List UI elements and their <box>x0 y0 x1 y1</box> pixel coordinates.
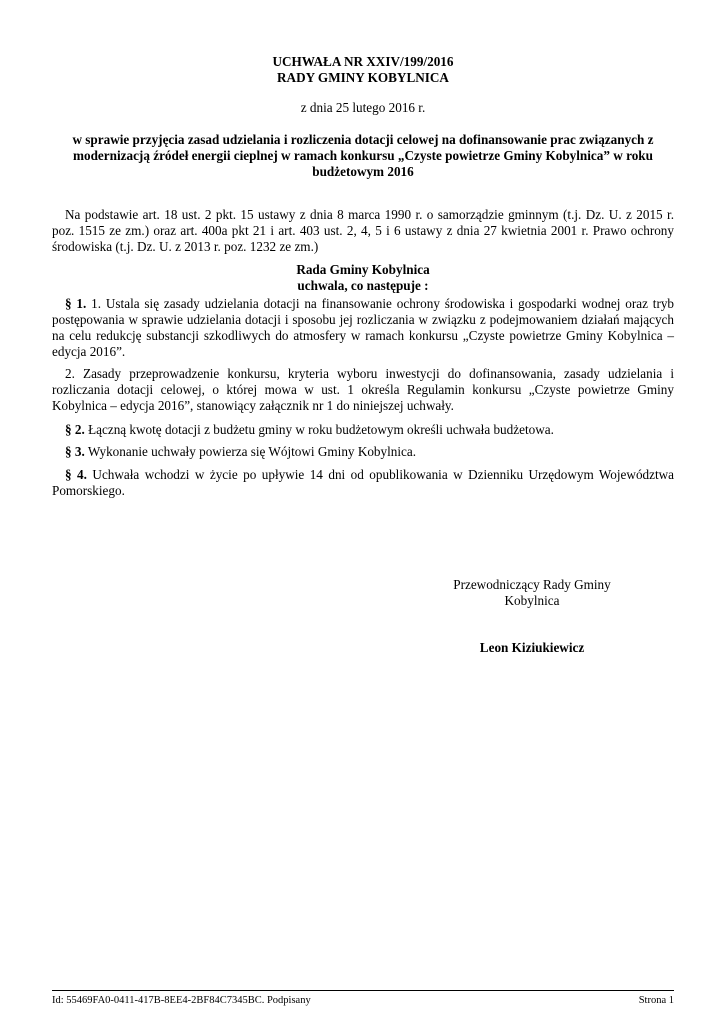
council-name: Rada Gminy Kobylnica <box>296 262 430 277</box>
paragraph-2 <box>52 422 674 438</box>
signature-role <box>412 577 652 609</box>
title-line-1: UCHWAŁA NR XXIV/199/2016 <box>272 54 454 69</box>
legal-basis: Na podstawie art. 18 ust. 2 pkt. 15 ustawy z dnia 8 marca 1990 r. o samorządzie gminnym (t.j. Dz. U. z 2015 r. poz. 1515 ze zm.) oraz art. 400a pkt 21 i art. 403 ust. 2, 4, 5 i 6 ustawy z dnia 27 kwietnia 2001 r. Prawo ochrony środowiska (t.j. Dz. U. z 2013 r. poz. 1232 ze zm.) <box>52 207 674 254</box>
paragraph-text: 1. Ustala się zasady udzielania dotacji na finansowanie ochrony środowiska i gospodarki wodnej oraz tryb postępowania w sprawie udzielania dotacji i sposobu jej rozliczania w związku z podejmowaniem działań mających na celu redukcję substancji szkodliwych do atmosfery w ramach konkursu „Czyste powietrze Gminy Kobylnica – edycja 2016”. <box>52 296 675 359</box>
paragraph-1 <box>52 296 674 360</box>
paragraph-3 <box>52 444 674 460</box>
paragraph-number: § 3. <box>65 444 85 459</box>
title-line-2: RADY GMINY KOBYLNICA <box>277 70 449 85</box>
document-page <box>52 0 674 1024</box>
paragraph-text: Łączną kwotę dotacji z budżetu gminy w roku budżetowym określi uchwała budżetowa. <box>88 422 554 437</box>
paragraph-4 <box>52 467 674 499</box>
document-id: Id: 55469FA0-0411-417B-8EE4-2BF84C7345BC. Podpisany <box>52 995 311 1006</box>
page-number: Strona 1 <box>638 995 674 1006</box>
footer-divider <box>52 990 674 991</box>
paragraph-number: § 1. <box>65 296 87 311</box>
paragraph-text: Wykonanie uchwały powierza się Wójtowi Gminy Kobylnica. <box>87 444 417 459</box>
document-title <box>52 54 674 86</box>
signatory-name: Leon Kiziukiewicz <box>479 640 585 655</box>
paragraph-number: § 2. <box>65 422 85 437</box>
paragraph-text: Uchwała wchodzi w życie po upływie 14 dni od opublikowania w Dzienniku Urzędowym Województwa Pomorskiego. <box>52 467 675 498</box>
paragraph-number: § 4. <box>65 467 87 482</box>
resolves-heading <box>52 262 674 294</box>
paragraph-1-point-2 <box>52 366 674 414</box>
paragraph-text: 2. Zasady przeprowadzenie konkursu, kryteria wyboru inwestycji do dofinansowania, zasady udzielania i rozliczania dotacji celowej, o której mowa w ust. 1 określa Regulamin konkursu „Czyste powietrze Gminy Kobylnica – edycja 2016”, stanowiący załącznik nr 1 do niniejszej uchwały. <box>52 366 674 413</box>
document-date: z dnia 25 lutego 2016 r. <box>300 100 426 115</box>
signature-role-line-1: Przewodniczący Rady Gminy <box>453 577 611 592</box>
resolves-phrase: uchwala, co następuje : <box>297 278 429 293</box>
signature-role-line-2: Kobylnica <box>504 593 560 608</box>
document-subject: w sprawie przyjęcia zasad udzielania i rozliczenia dotacji celowej na dofinansowanie prac związanych z modernizacją źródeł energii cieplnej w ramach konkursu „Czyste powietrze Gminy Kobylnica” w roku budżetowym 2016 <box>72 132 654 179</box>
